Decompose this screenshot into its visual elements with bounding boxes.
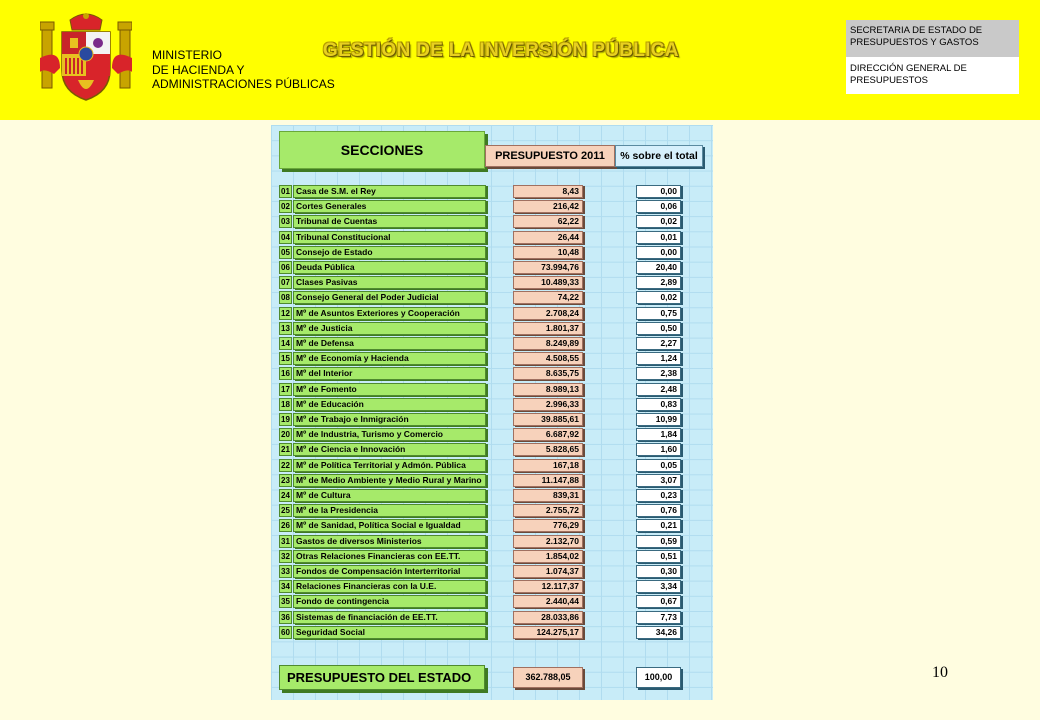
- coat-of-arms-icon: [40, 8, 132, 104]
- section-percent: 0,00: [636, 185, 681, 198]
- section-code: 25: [279, 504, 292, 517]
- section-percent: 0,59: [636, 535, 681, 548]
- table-row: [279, 504, 699, 517]
- section-percent: 0,51: [636, 550, 681, 563]
- table-row: [279, 626, 699, 639]
- section-budget: 2.708,24: [513, 307, 583, 320]
- section-budget: 28.033,86: [513, 611, 583, 624]
- table-row: [279, 413, 699, 426]
- section-budget: 12.117,37: [513, 580, 583, 593]
- total-budget: 362.788,05: [513, 667, 583, 688]
- section-percent: 2,38: [636, 367, 681, 380]
- secretaria-label: SECRETARIA DE ESTADO DE PRESUPUESTOS Y GASTOS: [846, 20, 1019, 57]
- table-row: [279, 200, 699, 213]
- table-row: [279, 580, 699, 593]
- budget-header: PRESUPUESTO 2011: [485, 145, 615, 167]
- section-budget: 62,22: [513, 215, 583, 228]
- section-budget: 216,42: [513, 200, 583, 213]
- section-percent: 0,76: [636, 504, 681, 517]
- section-name: Mº de Ciencia e Innovación: [293, 443, 486, 456]
- table-row: [279, 337, 699, 350]
- section-code: 08: [279, 291, 292, 304]
- section-name: Tribunal Constitucional: [293, 231, 486, 244]
- section-percent: 1,24: [636, 352, 681, 365]
- total-label: PRESUPUESTO DEL ESTADO: [279, 665, 485, 690]
- section-budget: 2.132,70: [513, 535, 583, 548]
- table-row: [279, 565, 699, 578]
- section-budget: 2.996,33: [513, 398, 583, 411]
- section-code: 18: [279, 398, 292, 411]
- page-number: 10: [932, 664, 948, 681]
- section-budget: 11.147,88: [513, 474, 583, 487]
- section-code: 16: [279, 367, 292, 380]
- section-code: 03: [279, 215, 292, 228]
- section-code: 19: [279, 413, 292, 426]
- section-code: 35: [279, 595, 292, 608]
- percent-header: % sobre el total: [615, 145, 703, 167]
- table-row: [279, 474, 699, 487]
- section-name: Mº de Política Territorial y Admón. Pública: [293, 459, 486, 472]
- section-name: Mº de Medio Ambiente y Medio Rural y Marino: [293, 474, 486, 487]
- section-name: Mº de Defensa: [293, 337, 486, 350]
- section-name: Seguridad Social: [293, 626, 486, 639]
- table-row: [279, 291, 699, 304]
- section-percent: 0,23: [636, 489, 681, 502]
- section-percent: 0,05: [636, 459, 681, 472]
- section-budget: 2.440,44: [513, 595, 583, 608]
- section-name: Mº de Sanidad, Política Social e Igualdad: [293, 519, 486, 532]
- section-percent: 34,26: [636, 626, 681, 639]
- section-name: Cortes Generales: [293, 200, 486, 213]
- section-percent: 0,06: [636, 200, 681, 213]
- section-budget: 2.755,72: [513, 504, 583, 517]
- section-budget: 6.687,92: [513, 428, 583, 441]
- section-name: Mº de Educación: [293, 398, 486, 411]
- section-budget: 1.854,02: [513, 550, 583, 563]
- section-budget: 10.489,33: [513, 276, 583, 289]
- section-name: Mº del Interior: [293, 367, 486, 380]
- section-name: Mº de Industria, Turismo y Comercio: [293, 428, 486, 441]
- ministry-name: MINISTERIO DE HACIENDA Y ADMINISTRACIONES PÚBLICAS: [152, 48, 335, 91]
- section-percent: 2,48: [636, 383, 681, 396]
- section-name: Mº de Trabajo e Inmigración: [293, 413, 486, 426]
- section-name: Mº de la Presidencia: [293, 504, 486, 517]
- section-code: 60: [279, 626, 292, 639]
- table-row: [279, 611, 699, 624]
- section-code: 22: [279, 459, 292, 472]
- table-row: [279, 261, 699, 274]
- section-percent: 0,30: [636, 565, 681, 578]
- section-budget: 73.994,76: [513, 261, 583, 274]
- section-budget: 1.074,37: [513, 565, 583, 578]
- section-budget: 124.275,17: [513, 626, 583, 639]
- section-name: Mº de Asuntos Exteriores y Cooperación: [293, 307, 486, 320]
- section-code: 02: [279, 200, 292, 213]
- section-code: 36: [279, 611, 292, 624]
- table-row: [279, 443, 699, 456]
- section-budget: 776,29: [513, 519, 583, 532]
- section-name: Gastos de diversos Ministerios: [293, 535, 486, 548]
- section-budget: 8.249,89: [513, 337, 583, 350]
- section-budget: 167,18: [513, 459, 583, 472]
- section-percent: 1,60: [636, 443, 681, 456]
- section-code: 06: [279, 261, 292, 274]
- section-budget: 26,44: [513, 231, 583, 244]
- section-percent: 0,50: [636, 322, 681, 335]
- section-budget: 74,22: [513, 291, 583, 304]
- section-name: Relaciones Financieras con la U.E.: [293, 580, 486, 593]
- section-budget: 10,48: [513, 246, 583, 259]
- section-name: Casa de S.M. el Rey: [293, 185, 486, 198]
- section-percent: 0,02: [636, 215, 681, 228]
- table-row: [279, 550, 699, 563]
- section-code: 17: [279, 383, 292, 396]
- section-name: Consejo de Estado: [293, 246, 486, 259]
- section-code: 14: [279, 337, 292, 350]
- section-percent: 2,27: [636, 337, 681, 350]
- section-percent: 0,75: [636, 307, 681, 320]
- section-name: Sistemas de financiación de EE.TT.: [293, 611, 486, 624]
- section-name: Mº de Justicia: [293, 322, 486, 335]
- section-name: Mº de Cultura: [293, 489, 486, 502]
- table-row: [279, 383, 699, 396]
- section-code: 32: [279, 550, 292, 563]
- section-name: Mº de Economía y Hacienda: [293, 352, 486, 365]
- section-code: 12: [279, 307, 292, 320]
- sections-header: SECCIONES: [279, 131, 485, 169]
- table-row: [279, 322, 699, 335]
- section-percent: 7,73: [636, 611, 681, 624]
- direccion-label: DIRECCIÓN GENERAL DE PRESUPUESTOS: [846, 57, 1019, 94]
- table-row: [279, 595, 699, 608]
- section-code: 26: [279, 519, 292, 532]
- table-row: [279, 307, 699, 320]
- table-row: [279, 459, 699, 472]
- section-code: 15: [279, 352, 292, 365]
- section-percent: 3,07: [636, 474, 681, 487]
- section-name: Consejo General del Poder Judicial: [293, 291, 486, 304]
- table-row: [279, 367, 699, 380]
- section-percent: 20,40: [636, 261, 681, 274]
- section-code: 33: [279, 565, 292, 578]
- table-row: [279, 428, 699, 441]
- section-name: Fondo de contingencia: [293, 595, 486, 608]
- table-row: [279, 535, 699, 548]
- table-row: [279, 276, 699, 289]
- total-percent: 100,00: [636, 667, 681, 688]
- section-budget: 8,43: [513, 185, 583, 198]
- table-row: [279, 215, 699, 228]
- section-percent: 0,21: [636, 519, 681, 532]
- section-percent: 10,99: [636, 413, 681, 426]
- section-budget: 839,31: [513, 489, 583, 502]
- table-row: [279, 489, 699, 502]
- table-row: [279, 352, 699, 365]
- section-name: Mº de Fomento: [293, 383, 486, 396]
- table-row: [279, 398, 699, 411]
- section-code: 05: [279, 246, 292, 259]
- section-code: 23: [279, 474, 292, 487]
- section-budget: 8.635,75: [513, 367, 583, 380]
- section-percent: 1,84: [636, 428, 681, 441]
- section-code: 21: [279, 443, 292, 456]
- table-row: [279, 231, 699, 244]
- section-percent: 0,00: [636, 246, 681, 259]
- section-name: Clases Pasivas: [293, 276, 486, 289]
- section-name: Fondos de Compensación Interterritorial: [293, 565, 486, 578]
- section-code: 01: [279, 185, 292, 198]
- section-code: 24: [279, 489, 292, 502]
- section-code: 31: [279, 535, 292, 548]
- section-percent: 0,67: [636, 595, 681, 608]
- section-budget: 4.508,55: [513, 352, 583, 365]
- section-budget: 39.885,61: [513, 413, 583, 426]
- section-budget: 5.828,65: [513, 443, 583, 456]
- section-code: 34: [279, 580, 292, 593]
- section-budget: 8.989,13: [513, 383, 583, 396]
- section-percent: 0,83: [636, 398, 681, 411]
- header-bar: [0, 0, 1040, 120]
- table-row: [279, 185, 699, 198]
- section-code: 13: [279, 322, 292, 335]
- table-row: [279, 246, 699, 259]
- section-code: 04: [279, 231, 292, 244]
- section-percent: 0,01: [636, 231, 681, 244]
- section-budget: 1.801,37: [513, 322, 583, 335]
- section-percent: 2,89: [636, 276, 681, 289]
- section-name: Tribunal de Cuentas: [293, 215, 486, 228]
- section-name: Deuda Pública: [293, 261, 486, 274]
- section-name: Otras Relaciones Financieras con EE.TT.: [293, 550, 486, 563]
- section-percent: 0,02: [636, 291, 681, 304]
- section-percent: 3,34: [636, 580, 681, 593]
- section-code: 20: [279, 428, 292, 441]
- section-code: 07: [279, 276, 292, 289]
- table-row: [279, 519, 699, 532]
- page-title: GESTIÓN DE LA INVERSIÓN PÚBLICA: [323, 40, 679, 61]
